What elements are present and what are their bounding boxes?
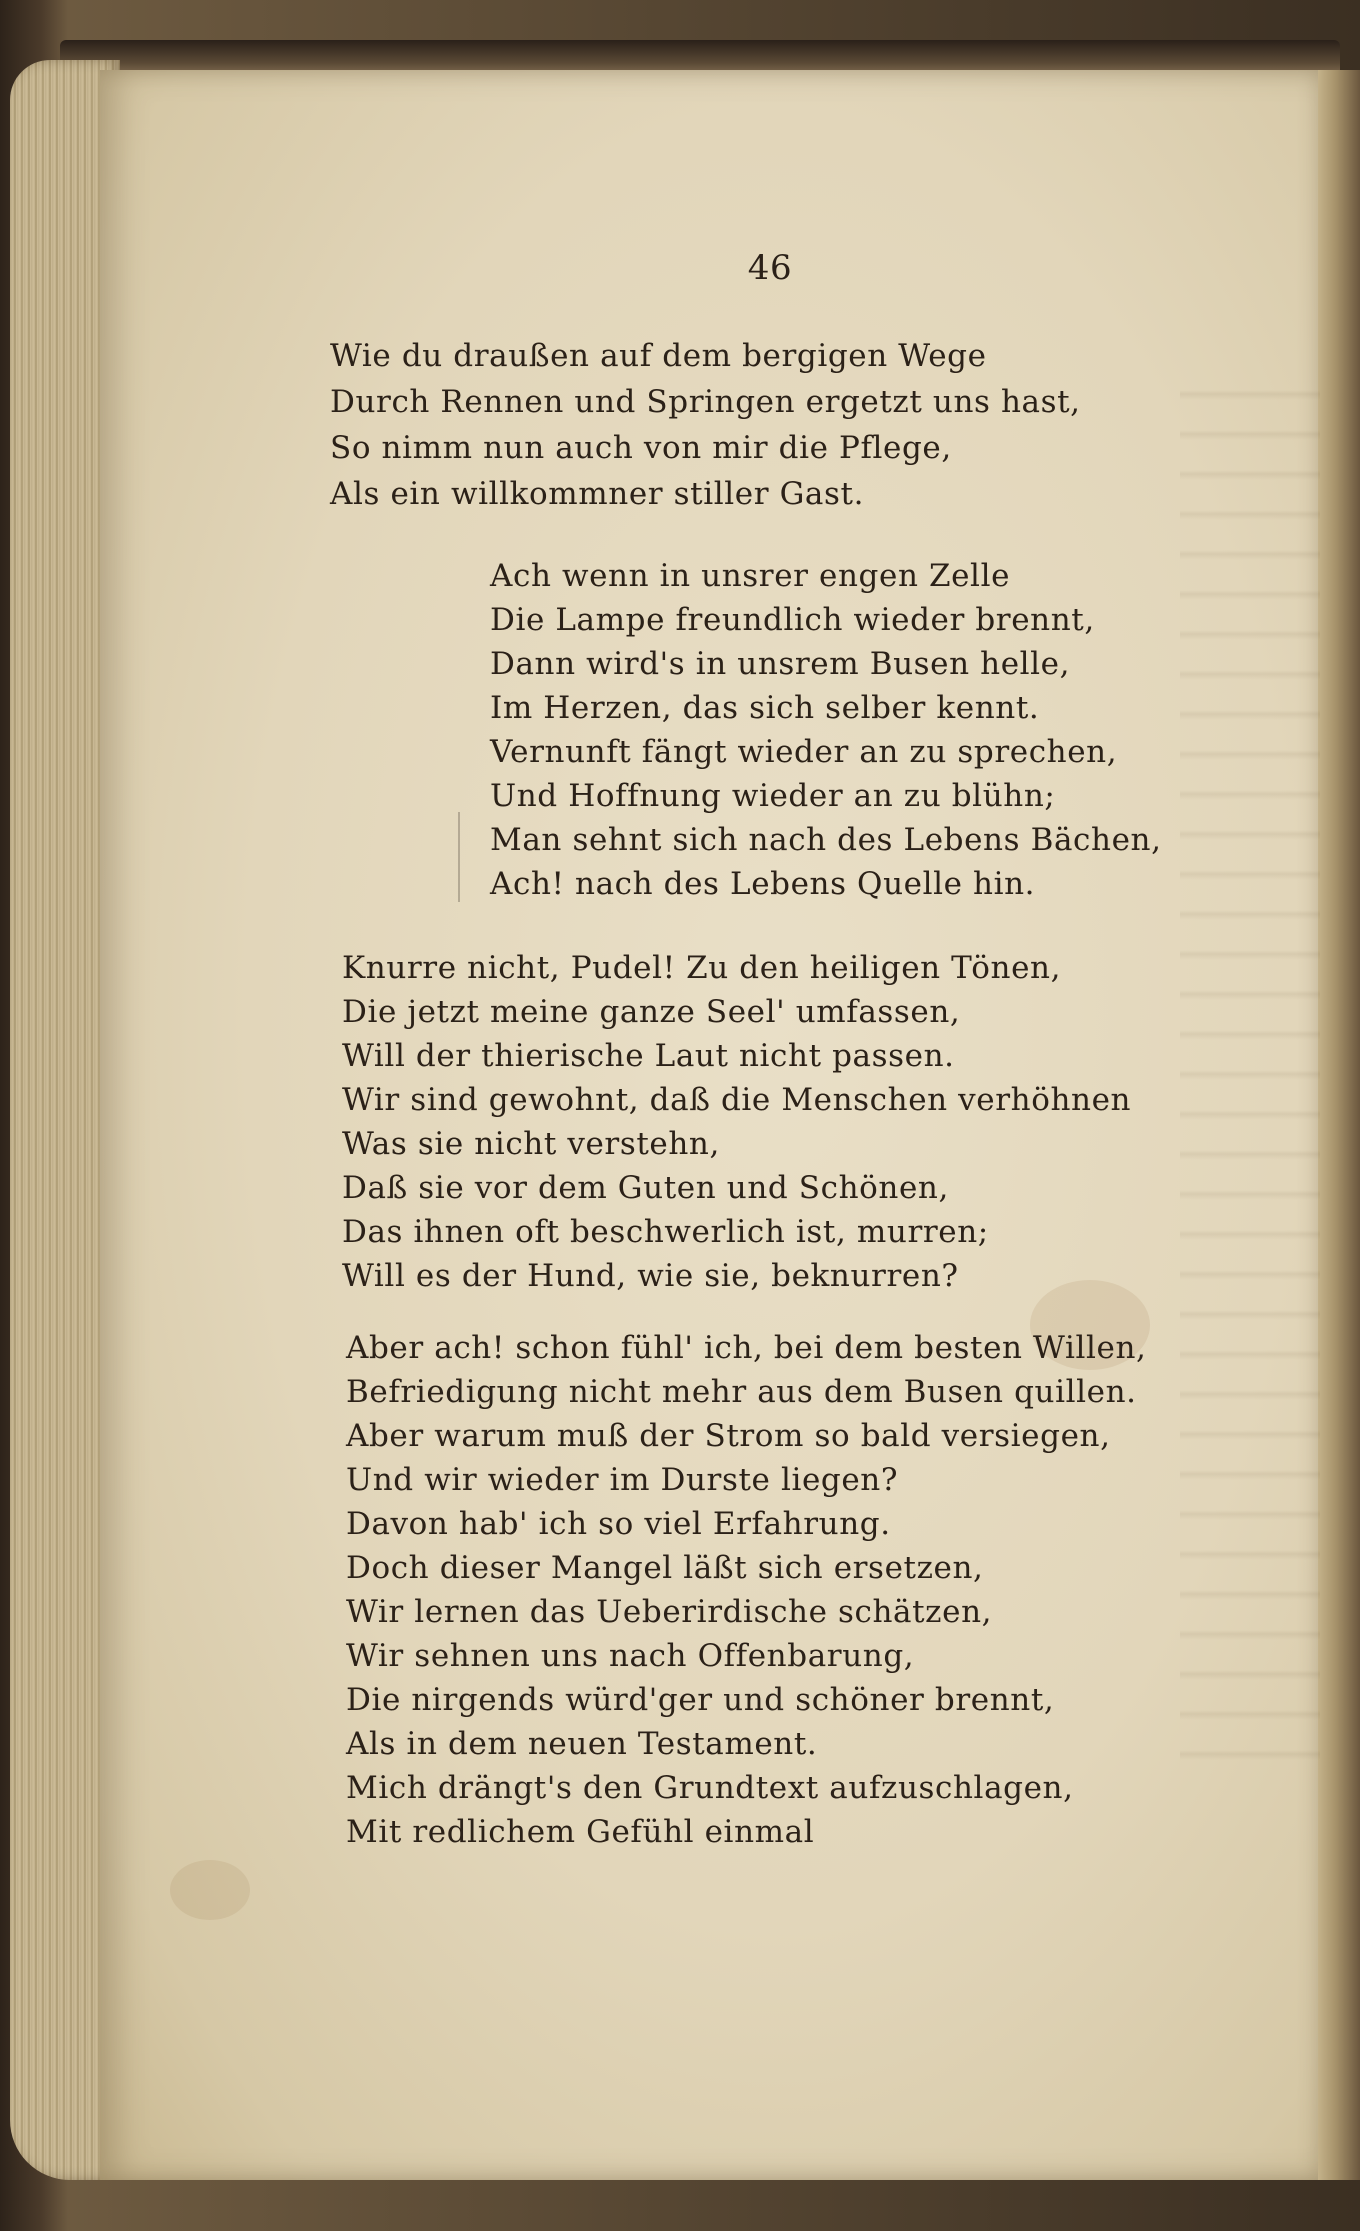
verse-line: Mit redlichem Gefühl einmal <box>346 1814 815 1850</box>
verse-line: Wir sind gewohnt, daß die Menschen verhöhnen <box>342 1082 1132 1118</box>
verse-line: Aber warum muß der Strom so bald versiegen, <box>346 1418 1111 1454</box>
verse-line: Doch dieser Mangel läßt sich ersetzen, <box>346 1550 984 1586</box>
verse-line: Vernunft fängt wieder an zu sprechen, <box>490 734 1118 770</box>
verse-line: Wie du draußen auf dem bergigen Wege <box>330 338 987 374</box>
verse-line: Ach wenn in unsrer engen Zelle <box>490 558 1011 594</box>
verse-line: Daß sie vor dem Guten und Schönen, <box>342 1170 949 1206</box>
verse-line: Das ihnen oft beschwerlich ist, murren; <box>342 1214 989 1250</box>
verse-line: Ach! nach des Lebens Quelle hin. <box>490 866 1036 902</box>
verse-line: Knurre nicht, Pudel! Zu den heiligen Tönen, <box>342 950 1062 986</box>
verse-line: Mich drängt's den Grundtext aufzuschlagen, <box>346 1770 1074 1806</box>
verse-line: Aber ach! schon fühl' ich, bei dem besten Willen, <box>346 1330 1147 1366</box>
verse-line: Man sehnt sich nach des Lebens Bächen, <box>490 822 1162 858</box>
verse-line: Dann wird's in unsrem Busen helle, <box>490 646 1071 682</box>
verse-line: Will der thierische Laut nicht passen. <box>342 1038 955 1074</box>
facing-page-edge <box>1318 70 1360 2180</box>
pencil-mark <box>458 812 460 902</box>
verse-line: Im Herzen, das sich selber kennt. <box>490 690 1040 726</box>
verse-line: Was sie nicht verstehn, <box>342 1126 720 1162</box>
verse-line: Und wir wieder im Durste liegen? <box>346 1462 899 1498</box>
verse-line: Will es der Hund, wie sie, beknurren? <box>342 1258 959 1294</box>
verse-line: Die jetzt meine ganze Seel' umfassen, <box>342 994 961 1030</box>
paper-stain <box>170 1860 250 1920</box>
verse-line: Die Lampe freundlich wieder brennt, <box>490 602 1095 638</box>
verse-line: Und Hoffnung wieder an zu blühn; <box>490 778 1056 814</box>
verse-line: Als ein willkommner stiller Gast. <box>330 476 865 512</box>
verse-line: Als in dem neuen Testament. <box>346 1726 818 1762</box>
verse-line: Die nirgends würd'ger und schöner brennt, <box>346 1682 1055 1718</box>
page-number: 46 <box>747 248 793 288</box>
verse-line: Befriedigung nicht mehr aus dem Busen quillen. <box>346 1374 1137 1410</box>
show-through-text <box>1180 360 1320 1760</box>
verse-line: Durch Rennen und Springen ergetzt uns hast, <box>330 384 1081 420</box>
verse-line: Wir lernen das Ueberirdische schätzen, <box>346 1594 993 1630</box>
verse-line: So nimm nun auch von mir die Pflege, <box>330 430 952 466</box>
verse-line: Davon hab' ich so viel Erfahrung. <box>346 1506 891 1542</box>
verse-line: Wir sehnen uns nach Offenbarung, <box>346 1638 915 1674</box>
